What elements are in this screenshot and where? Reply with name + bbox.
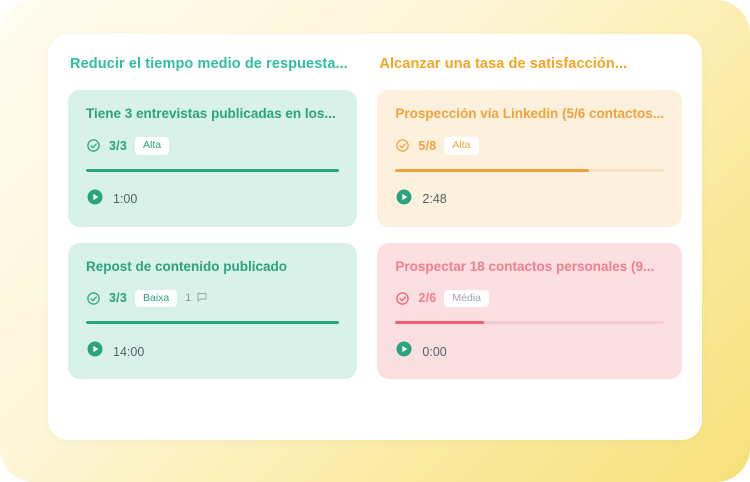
board-column-1 <box>68 56 357 395</box>
task-card-meta <box>86 290 339 308</box>
task-card-timer[interactable] <box>395 340 664 363</box>
task-card[interactable] <box>377 243 682 380</box>
time-value: 1:00 <box>113 192 138 207</box>
task-card-title: Prospectar 18 contactos personales (9... <box>395 258 655 274</box>
play-circle-icon[interactable] <box>395 188 413 211</box>
task-card-timer[interactable] <box>86 340 339 363</box>
task-card-title: Repost de contenido publicado <box>86 258 288 274</box>
time-value: 2:48 <box>422 192 447 207</box>
task-card-title: Tiene 3 entrevistas publicadas en los... <box>86 106 336 121</box>
column-title: Alcanzar una tasa de satisfacción... <box>379 56 628 72</box>
task-card[interactable] <box>377 90 682 227</box>
priority-badge: Alta <box>135 137 169 155</box>
subtask-count: 2/6 <box>418 291 437 306</box>
task-card-meta <box>395 290 664 308</box>
progress-bar-fill <box>86 321 339 324</box>
comment-icon <box>196 291 208 306</box>
check-circle-icon <box>395 138 410 153</box>
task-card-timer[interactable] <box>86 188 339 211</box>
play-circle-icon[interactable] <box>86 340 104 363</box>
board-columns <box>68 56 682 395</box>
subtask-count: 3/3 <box>109 291 127 306</box>
priority-badge: Baixa <box>135 290 177 308</box>
play-circle-icon[interactable] <box>86 188 104 211</box>
progress-bar-fill <box>86 169 339 172</box>
comment-count <box>185 291 208 306</box>
check-circle-icon <box>395 291 410 306</box>
progress-bar <box>395 169 664 172</box>
task-card[interactable] <box>68 243 357 380</box>
task-card-title: Prospección vía Linkedin (5/6 contactos... <box>395 106 664 121</box>
task-card[interactable] <box>68 90 357 227</box>
progress-bar-fill <box>395 321 484 324</box>
progress-bar <box>86 321 339 324</box>
check-circle-icon <box>86 291 101 306</box>
play-circle-icon[interactable] <box>395 340 413 363</box>
board-panel <box>48 34 702 440</box>
subtask-count: 5/8 <box>418 138 437 153</box>
column-title: Reducir el tiempo medio de respuesta... <box>70 56 348 72</box>
time-value: 0:00 <box>422 344 447 359</box>
task-card-meta <box>395 137 664 155</box>
priority-badge: Alta <box>444 137 478 155</box>
task-card-timer[interactable] <box>395 188 664 211</box>
progress-bar <box>395 321 664 324</box>
task-card-meta <box>86 137 339 155</box>
comment-value: 1 <box>185 292 192 305</box>
progress-bar <box>86 169 339 172</box>
priority-badge: Média <box>444 290 489 308</box>
check-circle-icon <box>86 138 101 153</box>
board-column-2 <box>377 56 682 395</box>
progress-bar-fill <box>395 169 588 172</box>
time-value: 14:00 <box>113 344 145 359</box>
subtask-count: 3/3 <box>109 138 127 153</box>
